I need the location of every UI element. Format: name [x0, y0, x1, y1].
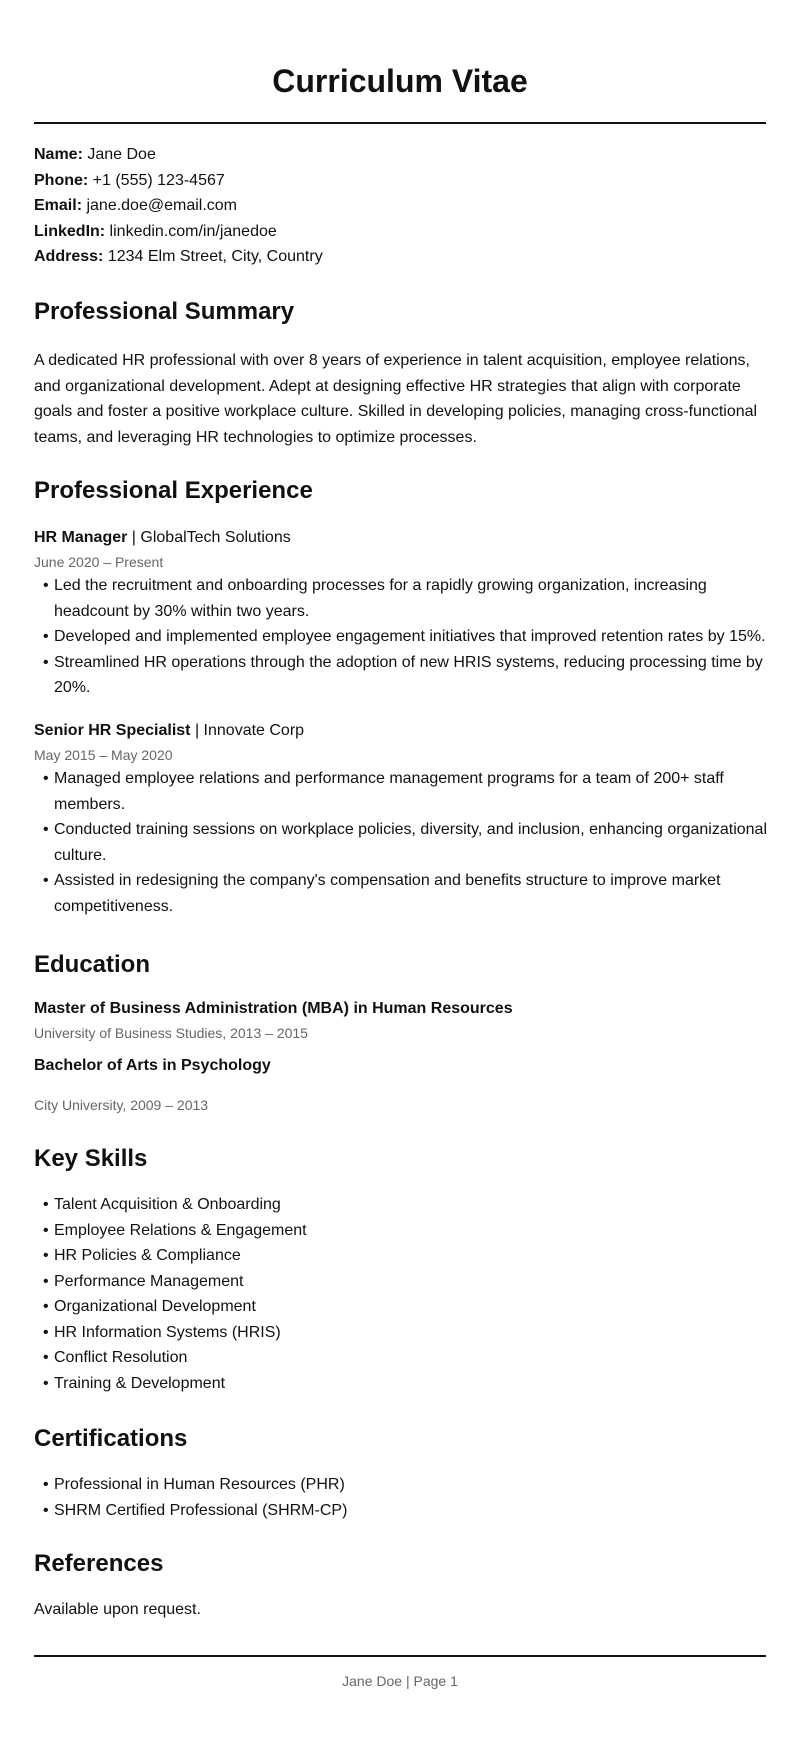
contact-label: Phone: — [34, 171, 89, 189]
list-item: • Performance Management — [34, 1269, 774, 1295]
list-item: • Employee Relations & Engagement — [34, 1218, 774, 1244]
list-item: • HR Policies & Compliance — [34, 1243, 774, 1269]
section-heading-summary: Professional Summary — [34, 298, 295, 325]
job-role: HR Manager — [34, 529, 128, 546]
contact-info — [34, 142, 323, 270]
job-title-2 — [34, 720, 304, 742]
list-item: • Led the recruitment and onboarding processes for a rapidly growing organization, increasing headcount by 30% within two years. — [34, 573, 774, 624]
section-heading-certifications: Certifications — [34, 1425, 188, 1452]
contact-value: jane.doe@email.com — [82, 197, 237, 214]
references-text: Available upon request. — [34, 1601, 201, 1618]
list-item: • Training & Development — [34, 1371, 774, 1397]
list-item: • HR Information Systems (HRIS) — [34, 1320, 774, 1346]
job-title-1 — [34, 527, 291, 549]
footer-divider — [34, 1655, 766, 1657]
list-item: • SHRM Certified Professional (SHRM-CP) — [34, 1498, 774, 1524]
contact-value: 1234 Elm Street, City, Country — [103, 248, 323, 265]
contact-label: Address: — [34, 248, 104, 265]
page-footer: Jane Doe | Page 1 — [342, 1673, 458, 1689]
contact-address — [34, 244, 323, 270]
list-item: • Talent Acquisition & Onboarding — [34, 1192, 774, 1218]
list-item: • Assisted in redesigning the company's compensation and benefits structure to improve market competitiveness. — [34, 868, 774, 919]
list-item: • Developed and implemented employee engagement initiatives that improved retention rates by 15%. — [34, 624, 774, 650]
job-role: Senior HR Specialist — [34, 722, 191, 739]
section-heading-education: Education — [34, 951, 151, 978]
degree-1: Master of Business Administration (MBA) in Human Resources — [34, 1000, 513, 1017]
contact-phone — [34, 168, 323, 194]
list-item: • Streamlined HR operations through the adoption of new HRIS systems, reducing processing time by 20%. — [34, 650, 774, 701]
section-heading-references: References — [34, 1550, 164, 1577]
certifications-list — [34, 1472, 774, 1523]
contact-label: Name: — [34, 146, 83, 163]
contact-label: LinkedIn: — [34, 222, 106, 240]
contact-value: Jane Doe — [82, 146, 156, 163]
summary-text: A dedicated HR professional with over 8 years of experience in talent acquisition, employee relations, and organizational development. Adept at designing effective HR strategies that align with corporate goals and foster a positive workplace culture. Skilled in developing policies, managing cross-functional teams, and leveraging HR technologies to optimize processes. — [34, 352, 758, 446]
contact-linkedin — [34, 219, 323, 245]
degree-2: Bachelor of Arts in Psychology — [34, 1057, 271, 1074]
skills-list — [34, 1192, 774, 1396]
job-company: | Innovate Corp — [190, 722, 305, 739]
job-bullets-2 — [34, 766, 774, 919]
job-company: | GlobalTech Solutions — [127, 529, 291, 546]
list-item: • Conducted training sessions on workplace policies, diversity, and inclusion, enhancing organizational culture. — [34, 817, 774, 868]
list-item: • Managed employee relations and performance management programs for a team of 200+ staff members. — [34, 766, 774, 817]
header-divider — [34, 122, 766, 124]
school-1: University of Business Studies, 2013 – 2015 — [34, 1025, 308, 1041]
job-bullets-1 — [34, 573, 774, 701]
job-dates-2: May 2015 – May 2020 — [34, 747, 173, 763]
list-item: • Conflict Resolution — [34, 1345, 774, 1371]
school-2: City University, 2009 – 2013 — [34, 1097, 209, 1113]
contact-value: +1 (555) 123-4567 — [88, 171, 225, 189]
contact-value: linkedin.com/in/janedoe — [105, 222, 277, 240]
contact-name — [34, 142, 323, 168]
job-dates-1: June 2020 – Present — [34, 554, 164, 570]
contact-label: Email: — [34, 197, 83, 214]
contact-email — [34, 193, 323, 219]
list-item: • Professional in Human Resources (PHR) — [34, 1472, 774, 1498]
section-heading-skills: Key Skills — [34, 1145, 148, 1172]
section-heading-experience: Professional Experience — [34, 477, 313, 504]
list-item: • Organizational Development — [34, 1294, 774, 1320]
document-title: Curriculum Vitae — [272, 63, 528, 99]
